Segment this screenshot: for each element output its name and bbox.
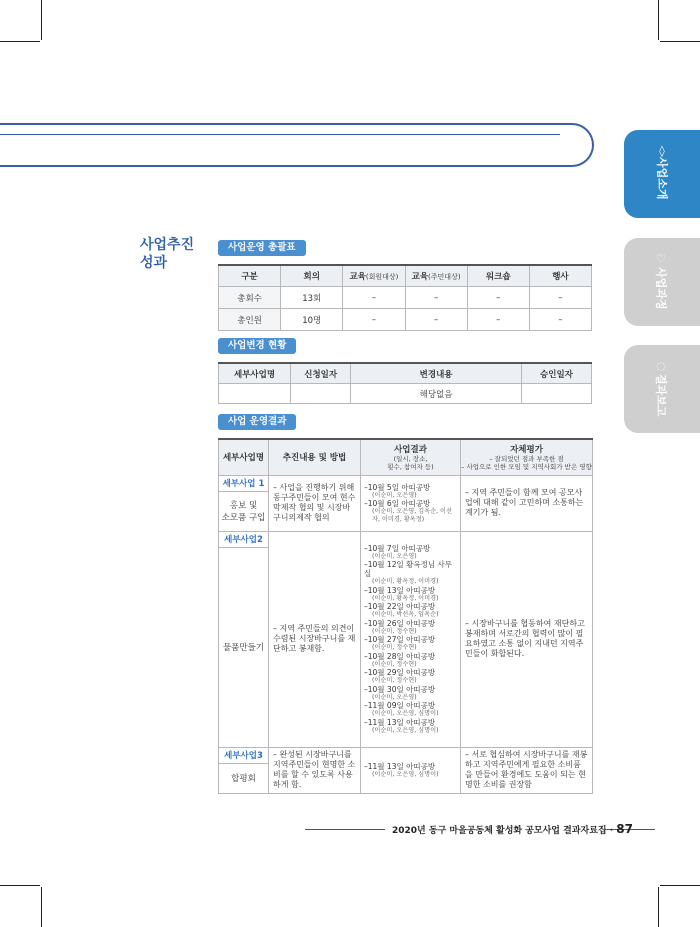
footer-rule — [305, 829, 385, 830]
page-number: 87 — [616, 822, 633, 836]
side-tab-result[interactable] — [624, 345, 700, 433]
table-row: 총회수 13회 – – – – — [219, 287, 592, 309]
section-title: 사업추진 성과 — [140, 237, 195, 271]
changes-table: 세부사업명 신청일자 변경내용 승인일자 해당없음 — [218, 362, 592, 404]
table-row: 세부사업3 – 완성된 시장바구니를 지역주민들이 현명한 소비를 할 수 있도록 사용하게 함. –11월 13일 아띠공방 (이순미, 오은영, 심명이) – 서로 협심하여 시장바구니를 재봉하고 지역주민에게 필요한 소비품을 만들어 환경에도 도움이 되는 현명한 소비를 권장함 — [219, 747, 593, 763]
tab-label: 사업과정 — [654, 267, 668, 310]
crop-mark — [0, 885, 40, 886]
crop-mark — [41, 887, 42, 927]
table-row: 홍보 및 소모품 구입 — [219, 491, 593, 531]
table-row: 해당없음 — [219, 384, 592, 404]
header-line — [0, 134, 560, 135]
crop-mark — [41, 0, 42, 40]
crop-mark — [660, 885, 700, 886]
results-table: 세부사업명 추진내용 및 방법 사업결과 (일시, 장소, 횟수, 참여자 등) 자체평가 – 잘되었던 점과 부족한 점 – 사업으로 인한 모임 및 지역사회가 받은 영향 세부사업 1 – 사업을 진행하기 위해 동구주민들이 모여 현수막제작 협의 및 시장바구니의제작 협의 –10월 5일 아띠공방 (이순미, 오은영) –10월 6일 아띠공방 (이순미, 오은영, 김옥순, 이선자, 이미경, 황옥정) – 지역 주민들이 함께 모여 공모사업에 대해 같이 고민하며 소통하는 계기가 됨. 홍보 및 소모품 구입 세부사업2 – 지역 주민들의 의견이 수렴된 시장바구니를 재단하고 봉재함. –10월 7일 아띠공방 (이순미, 오은영) –10월 12일 황옥정님 사무실 (이순미, 황옥정, 이미경) –10월 13일 아띠공방 (이순미, 황옥정, 이미경) –10월 22일 아띠공방 (이순미, 박선옥, 임옥순) –10월 26일 아띠공방 (이순미, 정수현) –10월 27일 아띠공방 (이순미, 정수현) –10월 28일 아띠공방 (이순미, 정수현) –10월 29일 아띠공방 (이순미, 정수현) –10월 30일 아띠공방 (이순미, 오은영) –11월 09일 아띠공방 (이순미, 오은영, 심명이) –11월 13일 아띠공방 (이순미, 오은영, 심명이) – 시장바구니를 협동하여 재단하고 봉재하며 서로간의 협력이 많이 필요하였고 소통 없이 지내던 지역주민들이 화합된다. 물품만들기 세부사업3 – 완성된 시장바구니를 지역주민들이 현명한 소비를 할 수 있도록 사용하게 함. –11월 13일 아띠공방 (이순미, 오은영, 심명이) – 서로 협심하여 시장바구니를 재봉하고 지역주민에게 필요한 소비품을 만들어 환경에도 도움이 되는 현명한 소비를 권장함 합평회 — [218, 438, 593, 794]
table-row: 세부사업2 – 지역 주민들의 의견이 수렴된 시장바구니를 재단하고 봉재함. –10월 7일 아띠공방 (이순미, 오은영) –10월 12일 황옥정님 사무실 (이순미, 황옥정, 이미경) –10월 13일 아띠공방 (이순미, 황옥정, 이미경) –10월 22일 아띠공방 (이순미, 박선옥, 임옥순) –10월 26일 아띠공방 (이순미, 정수현) –10월 27일 아띠공방 (이순미, 정수현) –10월 28일 아띠공방 (이순미, 정수현) –10월 29일 아띠공방 (이순미, 정수현) –10월 30일 아띠공방 (이순미, 오은영) –11월 09일 아띠공방 (이순미, 오은영, 심명이) –11월 13일 아띠공방 (이순미, 오은영, 심명이) – 시장바구니를 협동하여 재단하고 봉재하며 서로간의 협력이 많이 필요하였고 소통 없이 지내던 지역주민들이 화합된다. — [219, 531, 593, 547]
tab-label: 결과보고 — [655, 374, 668, 417]
overview-table: 구분 회의 교육(회원대상) 교육(주민대상) 워크숍 행사 총회수 13회 – – – – 총인원 10명 – – – – — [218, 264, 592, 331]
header-band — [0, 123, 594, 167]
crop-mark — [660, 41, 700, 42]
table-row: 세부사업 1 – 사업을 진행하기 위해 동구주민들이 모여 현수막제작 협의 및 시장바구니의제작 협의 –10월 5일 아띠공방 (이순미, 오은영) –10월 6일 아띠공방 (이순미, 오은영, 김옥순, 이선자, 이미경, 황옥정) – 지역 주민들이 함께 모여 공모사업에 대해 같이 고민하며 소통하는 계기가 됨. — [219, 475, 593, 491]
crop-mark — [658, 0, 659, 40]
overview-label: 사업운영 총괄표 — [218, 240, 306, 256]
table-row: 물품만들기 — [219, 547, 593, 747]
crop-mark — [0, 41, 40, 42]
footer: 2020년 동구 마을공동체 활성화 공모사업 결과자료집 · 87 — [392, 822, 633, 836]
side-tab-process[interactable] — [624, 238, 700, 326]
circle-icon: ◌ — [657, 359, 667, 373]
table-row: 총인원 10명 – – – – — [219, 309, 592, 331]
crop-mark — [658, 887, 659, 927]
tab-label: 사업소개 — [654, 156, 668, 200]
drop-icon: ◊ — [659, 144, 665, 158]
table-row: 합평회 — [219, 763, 593, 793]
changes-label: 사업변경 현황 — [218, 338, 296, 354]
heart-icon: ♡ — [657, 252, 667, 266]
side-tab-intro[interactable] — [624, 130, 700, 218]
results-label: 사업 운영결과 — [218, 414, 296, 430]
